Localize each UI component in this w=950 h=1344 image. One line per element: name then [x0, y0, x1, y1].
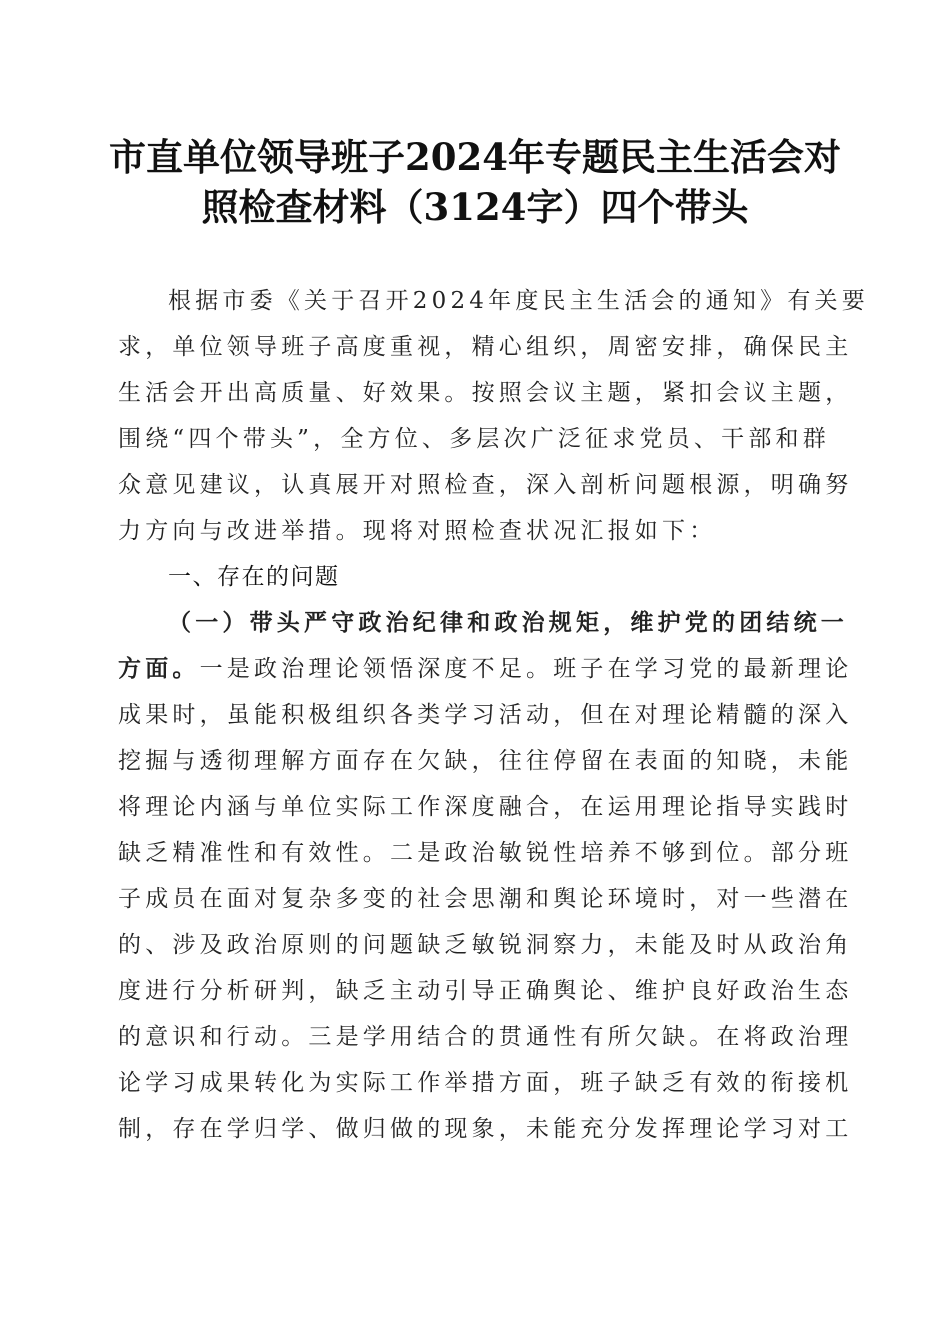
intro-line-3: 生活会开出高质量、好效果。按照会议主题，紧扣会议主题，	[118, 380, 853, 406]
paragraph-line-5: 缺乏精准性和有效性。二是政治敏锐性培养不够到位。部分班	[118, 840, 853, 866]
paragraph-line-6: 子成员在面对复杂多变的社会思潮和舆论环境时，对一些潜在	[118, 886, 853, 912]
document-title-line-2: 照检查材料（3124字）四个带头	[201, 185, 749, 229]
paragraph-line-3: 挖掘与透彻理解方面存在欠缺，往往停留在表面的知晓，未能	[118, 748, 853, 774]
subsection-heading-line-1: （一）带头严守政治纪律和政治规矩，维护党的团结统一	[168, 609, 848, 636]
intro-line-2: 求，单位领导班子高度重视，精心组织，周密安排，确保民主	[118, 334, 853, 360]
paragraph-line-1	[118, 646, 853, 692]
intro-line-6: 力方向与改进举措。现将对照检查状况汇报如下：	[118, 518, 717, 544]
paragraph-line-9: 的意识和行动。三是学用结合的贯通性有所欠缺。在将政治理	[118, 1024, 853, 1050]
paragraph-line-2: 成果时，虽能积极组织各类学习活动，但在对理论精髓的深入	[118, 702, 853, 728]
paragraph-line-7: 的、涉及政治原则的问题缺乏敏锐洞察力，未能及时从政治角	[118, 932, 853, 958]
paragraph-line-10: 论学习成果转化为实际工作举措方面，班子缺乏有效的衔接机	[118, 1070, 853, 1096]
section-heading: 一、存在的问题	[168, 564, 340, 590]
document-title	[100, 132, 850, 232]
intro-line-5: 众意见建议，认真展开对照检查，深入剖析问题根源，明确努	[118, 472, 853, 498]
paragraph-line-4: 将理论内涵与单位实际工作深度融合，在运用理论指导实践时	[118, 794, 853, 820]
paragraph-line-11: 制，存在学归学、做归做的现象，未能充分发挥理论学习对工	[118, 1116, 853, 1142]
intro-line-1: 根据市委《关于召开2024年度民主生活会的通知》有关要	[168, 288, 869, 314]
paragraph-line-1-rest: 一是政治理论领悟深度不足。班子在学习党的最新理论	[199, 656, 853, 682]
document-body	[118, 278, 869, 1152]
subsection-heading-line-2: 方面。	[118, 655, 200, 682]
paragraph-line-8: 度进行分析研判，缺乏主动引导正确舆论、维护良好政治生态	[118, 978, 853, 1004]
intro-line-4: 围绕“四个带头”，全方位、多层次广泛征求党员、干部和群	[118, 426, 830, 452]
document-title-line-1: 市直单位领导班子2024年专题民主生活会对	[109, 135, 841, 179]
